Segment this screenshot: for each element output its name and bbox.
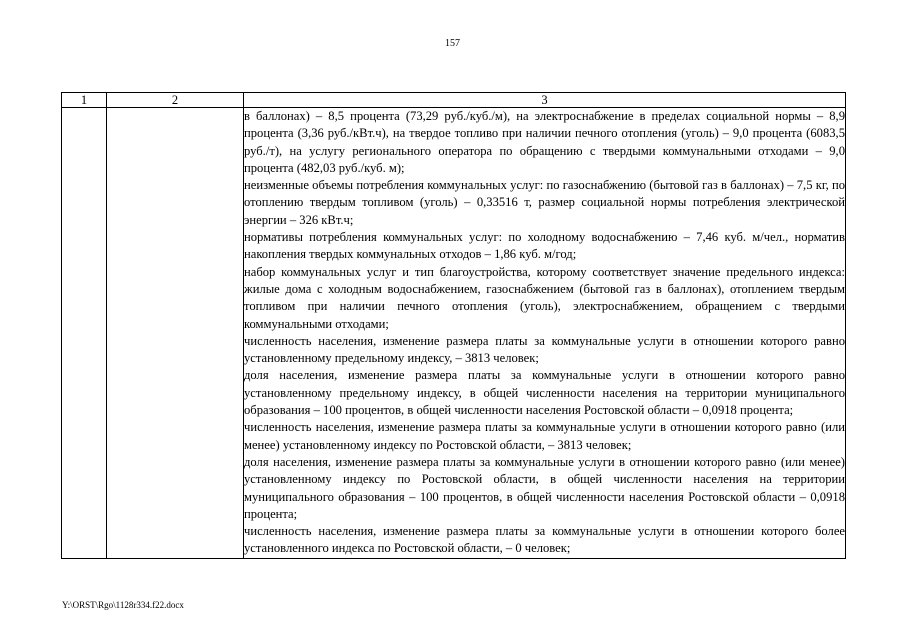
table-header-row xyxy=(62,93,846,108)
cell-col-3 xyxy=(244,108,846,559)
paragraph-consumption-norms: нормативы потребления коммунальных услуг: по холодному водоснабжению – 7,46 куб. м/чел., норматив накопления твердых коммунальных отходов – 1,86 куб. м/год; xyxy=(244,230,845,262)
document-table xyxy=(61,92,846,559)
column-header-2: 2 xyxy=(107,93,244,108)
paragraph-consumption-volumes: неизменные объемы потребления коммунальных услуг: по газоснабжению (бытовой газ в баллонах) – 7,5 кг, по отоплению твердым топливом (уголь) – 0,33516 т, размер социальной нормы потребления электрической энергии – 326 кВт.ч; xyxy=(244,178,845,227)
paragraph-population-equal-limit: численность населения, изменение размера платы за коммунальные услуги в отношении которого равно установленному предельному индексу, – 3813 человек; xyxy=(244,333,845,366)
column-header-3: 3 xyxy=(244,93,846,108)
paragraph-share-equal-limit: доля населения, изменение размера платы за коммунальные услуги в отношении которого равно установленному предельному индексу, в общей численности населения на территории муниципального образования – 100 процентов, в общей численности населения Ростовской области – 0,0918 процента; xyxy=(244,368,845,418)
footer-file-path: Y:\ORST\Rgo\1128r334.f22.docx xyxy=(62,600,184,610)
paragraph-tariff-growth: в баллонах) – 8,5 процента (73,29 руб./куб./м), на электроснабжение в пределах социальной нормы – 8,9 процента (3,36 руб./кВт.ч), на твердое топливо при наличии печного отопления (уголь) – 9,0 процента (6083,5 руб./т), на услугу регионального оператора по обращению с твердыми коммунальными отходами – 9,0 процента (482,03 руб./куб. м); xyxy=(244,109,845,175)
paragraph-population-above-index: численность населения, изменение размера платы за коммунальные услуги в отношении которого более установленного индекса по Ростовской области, – 0 человек; xyxy=(244,524,845,556)
paragraph-population-regional-index: численность населения, изменение размера платы за коммунальные услуги в отношении которого равно (или менее) установленному индексу по Ростовской области, – 3813 человек; xyxy=(244,420,845,452)
cell-col-1 xyxy=(62,108,107,559)
paragraph-share-regional-index: доля населения, изменение размера платы за коммунальные услуги в отношении которого равно (или менее) установленному индексу по Ростовской области, в общей численности населения на территории муниципального образования – 100 процентов, в общей численности населения Ростовской области – 0,0918 процента; xyxy=(244,454,845,521)
column-header-1: 1 xyxy=(62,93,107,108)
page-number: 157 xyxy=(445,38,460,49)
cell-col-2 xyxy=(107,108,244,559)
paragraph-service-set: набор коммунальных услуг и тип благоустройства, которому соответствует значение предельного индекса: жилые дома с холодным водоснабжением, газоснабжением (бытовой газ в баллонах), отоплением твердым топливом при наличии печного отопления (уголь), электроснабжением, обращением с твердыми коммунальными отходами; xyxy=(244,264,845,331)
table-row xyxy=(62,108,846,559)
